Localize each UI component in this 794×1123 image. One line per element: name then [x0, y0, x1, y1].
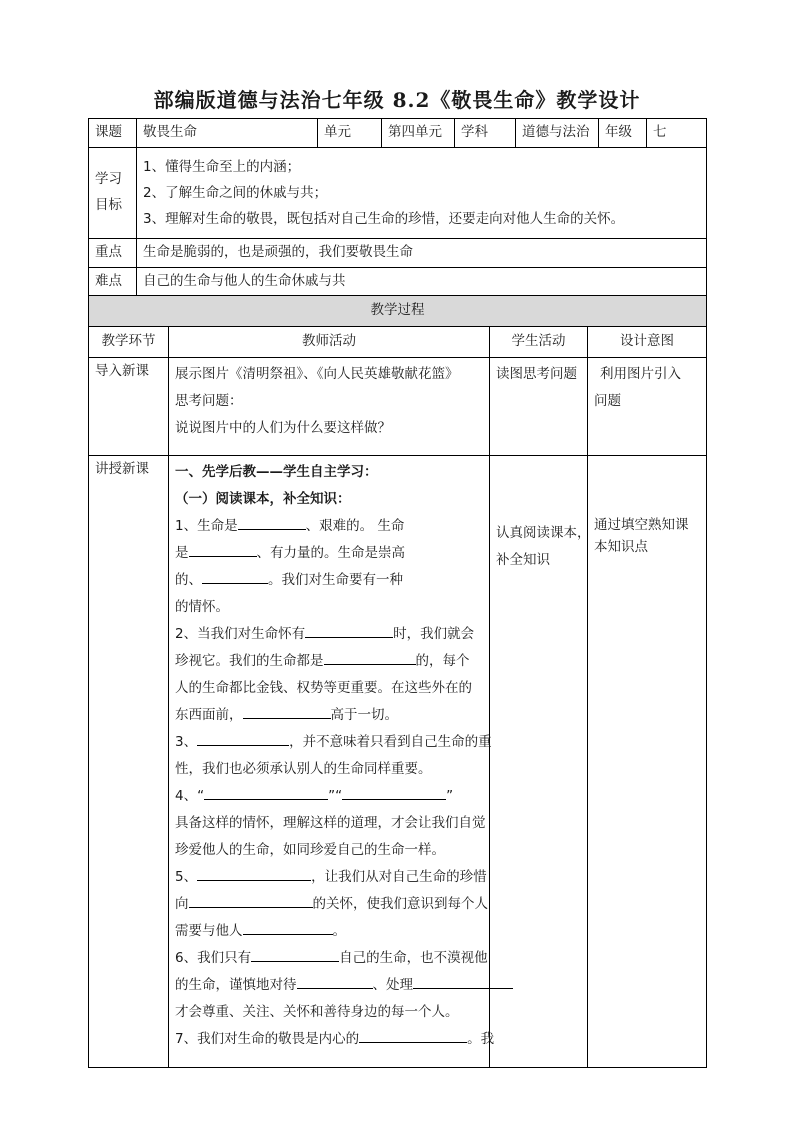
lecture-subheading: （一）阅读课本，补全知识： [175, 491, 351, 507]
fill-blank[interactable] [324, 649, 416, 665]
info-table [88, 118, 707, 297]
intro-intent [588, 358, 707, 456]
fill-blank[interactable] [359, 1027, 467, 1043]
goals-label [89, 148, 137, 239]
column-header: 教学环节 [89, 327, 169, 358]
lecture-student-line: 补全知识 [496, 552, 550, 568]
key-point-text: 生命是脆弱的，也是顽强的，我们要敬畏生命 [137, 239, 707, 268]
intro-teacher-line: 思考问题： [175, 393, 243, 409]
intro-intent-line: 问题 [594, 393, 621, 409]
goal-item: 1、懂得生命至上的内涵； [143, 159, 301, 175]
question-2-line: 2、当我们对生命怀有 时，我们就会 [175, 621, 491, 648]
goals-label-line-1: 学习 [95, 171, 122, 188]
intro-student [490, 358, 588, 456]
lecture-stage: 讲授新课 [89, 456, 169, 1068]
difficulty-label: 难点 [89, 268, 137, 297]
key-point-label: 重点 [89, 239, 137, 268]
key-point-row [89, 239, 707, 268]
goals-content [137, 148, 707, 239]
grade-label: 年级 [599, 119, 647, 148]
question-6-line: 6、我们只有 自己的生命，也不漠视他 [175, 945, 491, 972]
question-1-line: 的、 。我们对生命要有一种 [175, 567, 491, 594]
fill-blank[interactable] [204, 784, 328, 800]
fill-blank[interactable] [305, 622, 393, 638]
question-2-line: 人的生命都比金钱、权势等更重要。在这些外在的 [175, 680, 472, 696]
fill-blank[interactable] [297, 973, 373, 989]
info-row [89, 119, 707, 148]
lecture-heading: 一、先学后教——学生自主学习： [175, 464, 378, 480]
process-table [88, 295, 707, 1068]
page-title: 部编版道德与法治七年级 8.2《敬畏生命》教学设计 [153, 88, 641, 112]
subject-label: 学科 [455, 119, 516, 148]
subject-value: 道德与法治 [516, 119, 599, 148]
question-7-line: 7、我们对生命的敬畏是内心的 。我 [175, 1026, 491, 1053]
fill-blank[interactable] [413, 973, 513, 989]
unit-value: 第四单元 [382, 119, 455, 148]
question-1-line: 1、生命是 、艰难的。 生命 [175, 513, 491, 540]
lecture-intent-line: 通过填空熟知课 [594, 517, 689, 533]
intro-stage: 导入新课 [89, 358, 169, 456]
topic-value: 敬畏生命 [137, 119, 318, 148]
fill-blank[interactable] [251, 946, 339, 962]
question-5-line: 5、 ，让我们从对自己生命的珍惜 [175, 864, 491, 891]
intro-teacher-line: 展示图片《清明祭祖》、《向人民英雄敬献花篮》 [175, 366, 459, 382]
grade-value: 七 [647, 119, 707, 148]
question-2-line: 东西面前， 高于一切。 [175, 702, 491, 729]
question-5-line: 向 的关怀，使我们意识到每个人 [175, 891, 491, 918]
column-header: 学生活动 [490, 327, 588, 358]
intro-student-text: 读图思考问题 [496, 366, 577, 382]
difficulty-text: 自己的生命与他人的生命休戚与共 [137, 268, 707, 297]
fill-blank[interactable] [197, 730, 289, 746]
fill-blank[interactable] [202, 568, 268, 584]
difficulty-row [89, 268, 707, 297]
fill-blank[interactable] [197, 865, 311, 881]
question-4-line: 珍爱他人的生命，如同珍爱自己的生命一样。 [175, 842, 445, 858]
question-6-line: 的生命，谨慎地对待 、处理 [175, 972, 491, 999]
column-header-row [89, 327, 707, 358]
lecture-row [89, 456, 707, 1068]
question-1-line: 的情怀。 [175, 599, 229, 615]
question-1-line: 是 、有力量的。生命是崇高 [175, 540, 491, 567]
fill-blank[interactable] [342, 784, 446, 800]
intro-intent-line: 利用图片引入 [600, 366, 681, 382]
question-6-line: 才会尊重、关注、关怀和善待身边的每一个人。 [175, 1004, 459, 1020]
topic-label: 课题 [89, 119, 137, 148]
process-header: 教学过程 [89, 296, 707, 327]
column-header: 教师活动 [169, 327, 490, 358]
question-5-line: 需要与他人 。 [175, 918, 491, 945]
goal-item: 3、理解对生命的敬畏，既包括对自己生命的珍惜，还要走向对他人生命的关怀。 [143, 211, 625, 227]
lecture-intent [588, 456, 707, 1068]
fill-blank[interactable] [243, 703, 331, 719]
lecture-teacher [169, 456, 495, 1068]
goals-label-line-2: 目标 [95, 197, 122, 213]
lecture-student-line: 认真阅读课本， [496, 525, 591, 541]
column-header: 设计意图 [588, 327, 707, 358]
fill-blank[interactable] [243, 919, 333, 935]
question-3-line: 3、 ，并不意味着只看到自己生命的重 [175, 729, 491, 756]
question-2-line: 珍视它。我们的生命都是 的，每个 [175, 648, 491, 675]
fill-blank[interactable] [189, 541, 257, 557]
goals-row [89, 148, 707, 239]
intro-row [89, 358, 707, 456]
fill-blank[interactable] [189, 892, 313, 908]
unit-label: 单元 [318, 119, 382, 148]
question-3-line: 性，我们也必须承认别人的生命同样重要。 [175, 761, 432, 777]
fill-blank[interactable] [238, 514, 306, 530]
lecture-intent-line: 本知识点 [594, 539, 648, 555]
intro-teacher [169, 358, 490, 456]
question-4-line: 具备这样的情怀，理解这样的道理，才会让我们自觉 [175, 815, 486, 831]
question-4-line: 4、“ ”“ ” [175, 783, 491, 810]
intro-teacher-line: 说说图片中的人们为什么要这样做？ [175, 420, 391, 436]
goal-item: 2、了解生命之间的休戚与共； [143, 185, 328, 201]
